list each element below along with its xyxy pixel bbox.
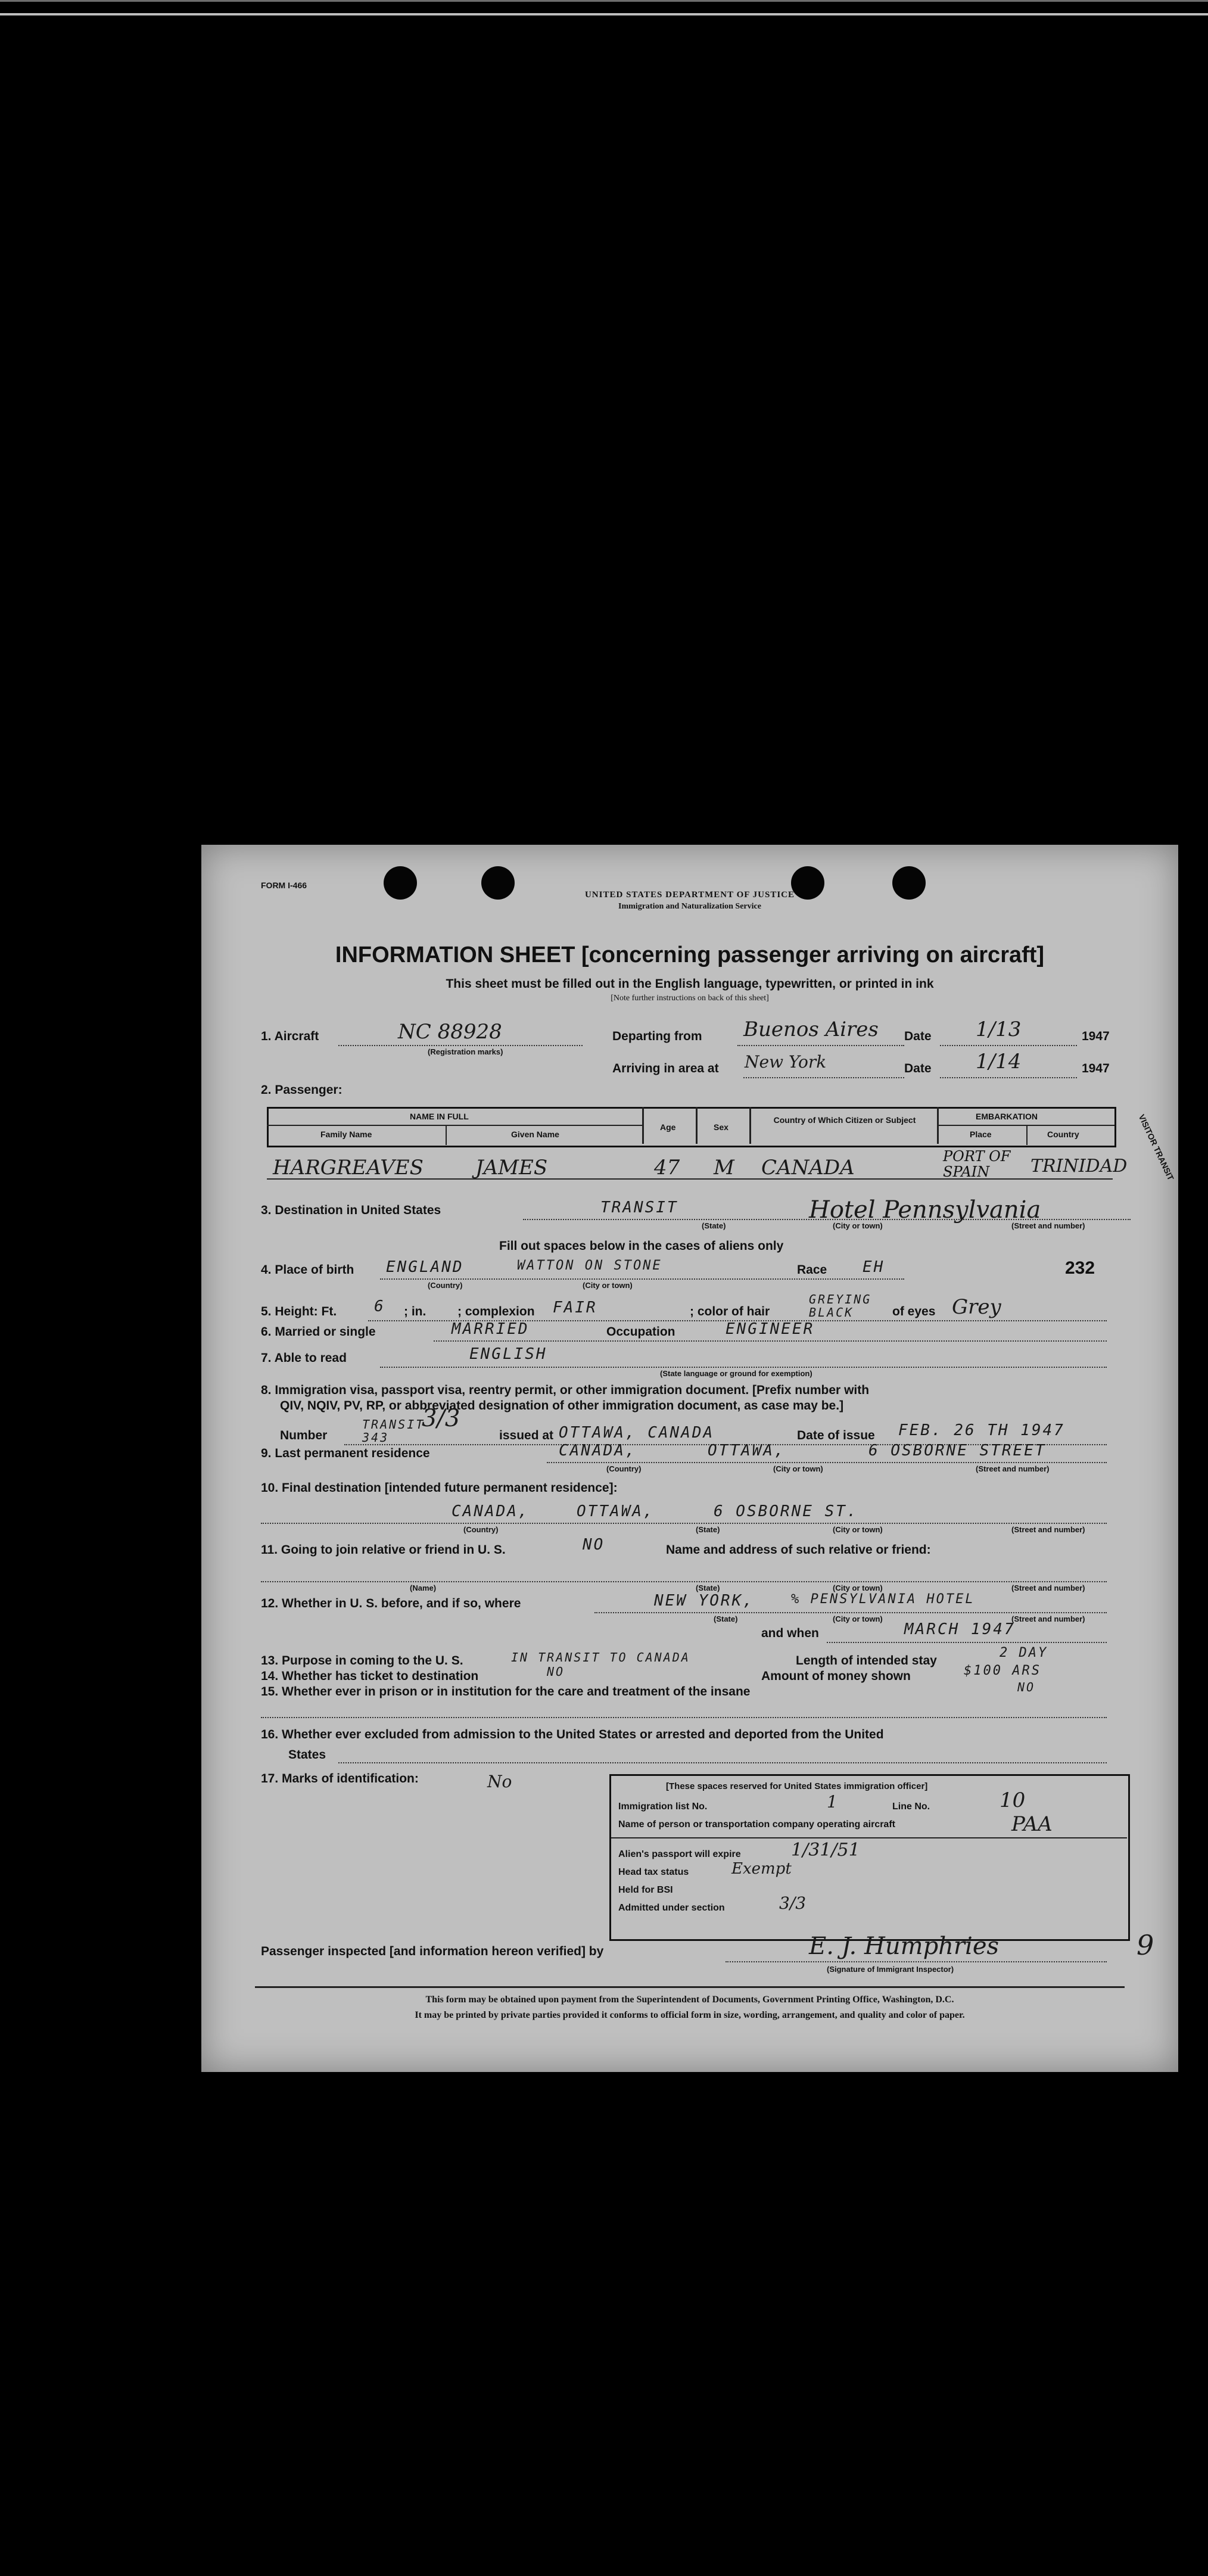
- join-value: NO: [583, 1536, 605, 1554]
- line-no-value: 10: [1000, 1788, 1026, 1812]
- destination-hotel: Hotel Pennsylvania: [809, 1196, 1041, 1224]
- stay-value: 2 DAY: [1000, 1645, 1048, 1660]
- date-label: Date: [904, 1029, 932, 1043]
- bsi-label: Held for BSI: [618, 1885, 673, 1895]
- number-extra: 3/3: [422, 1405, 460, 1432]
- before-hotel: % PENSYLVANIA HOTEL: [791, 1592, 975, 1607]
- married: MARRIED: [452, 1320, 530, 1338]
- height-in-label: ; in.: [404, 1305, 426, 1318]
- name-in-full-header: NAME IN FULL: [410, 1112, 469, 1121]
- height-label: 5. Height: Ft.: [261, 1305, 337, 1318]
- departing-label: Departing from: [612, 1029, 702, 1043]
- occupation-label: Occupation: [606, 1325, 675, 1339]
- birth-country: ENGLAND: [386, 1258, 464, 1276]
- perm-street: 6 OSBORNE STREET: [868, 1442, 1047, 1460]
- departing-from: Buenos Aires: [743, 1018, 879, 1041]
- complexion: FAIR: [553, 1299, 597, 1317]
- issue-date-label: Date of issue: [797, 1429, 875, 1442]
- join-label: 11. Going to join relative or friend in U. S.: [261, 1543, 506, 1557]
- headtax-label: Head tax status: [618, 1867, 689, 1877]
- ticket-label: 14. Whether has ticket to destination: [261, 1669, 479, 1683]
- hair: GREYING BLACK: [809, 1292, 872, 1320]
- issued-at: OTTAWA, CANADA: [559, 1424, 715, 1442]
- state-caption: (State): [696, 1525, 720, 1534]
- issued-label: issued at: [499, 1429, 554, 1442]
- footer-line-2: It may be printed by private parties provided it conforms to official form in size, wording, arrangement, and quality and color of paper.: [415, 2010, 965, 2020]
- street-caption: (Street and number): [1011, 1614, 1085, 1623]
- page-mark: 9: [1137, 1929, 1154, 1961]
- embarkation-header: EMBARKATION: [976, 1112, 1038, 1121]
- purpose-label: 13. Purpose in coming to the U. S.: [261, 1654, 463, 1667]
- before-label: 12. Whether in U. S. before, and if so, where: [261, 1597, 521, 1610]
- country-caption: (Country): [463, 1525, 499, 1534]
- embark-place: PORT OF SPAIN: [943, 1148, 1011, 1180]
- name-caption: (Name): [410, 1583, 437, 1592]
- given-name-header: Given Name: [511, 1130, 559, 1139]
- read-label: 7. Able to read: [261, 1351, 347, 1365]
- sex-header: Sex: [714, 1122, 728, 1132]
- city-caption: (City or town): [833, 1525, 883, 1534]
- race-value: EH: [863, 1258, 885, 1276]
- street-caption: (Street and number): [976, 1464, 1050, 1473]
- visa-label-1: 8. Immigration visa, passport visa, reentry permit, or other immigration document. [Prefix number with: [261, 1383, 870, 1397]
- before-when: MARCH 1947: [904, 1620, 1016, 1638]
- destination-value: TRANSIT: [600, 1199, 678, 1217]
- country-caption: (Country): [606, 1464, 642, 1473]
- race-label: Race: [797, 1263, 827, 1277]
- eyes-label: of eyes: [892, 1305, 936, 1318]
- citizen-header: Country of Which Citizen or Subject: [773, 1115, 916, 1125]
- state-caption: (State): [696, 1583, 720, 1592]
- scan-top-border: [0, 0, 1208, 2]
- arriving-date: 1/14: [976, 1050, 1022, 1074]
- arriving-at: New York: [745, 1052, 827, 1072]
- final-street: 6 OSBORNE ST.: [714, 1502, 858, 1520]
- instruction-text: This sheet must be filled out in the English language, typewritten, or printed in ink: [446, 977, 934, 991]
- page-title: INFORMATION SHEET [concerning passenger arriving on aircraft]: [335, 942, 1045, 967]
- admitted-label: Admitted under section: [618, 1903, 725, 1913]
- line-no-label: Line No.: [892, 1802, 930, 1812]
- passenger-label: 2. Passenger:: [261, 1083, 343, 1097]
- birth-city: WATTON ON STONE: [517, 1258, 662, 1273]
- street-caption: (Street and number): [1011, 1221, 1085, 1230]
- list-no-label: Immigration list No.: [618, 1802, 708, 1812]
- inspector-signature: E. J. Humphries: [809, 1933, 1000, 1960]
- prison-label: 15. Whether ever in prison or in institution for the care and treatment of the insane: [261, 1685, 751, 1698]
- final-destination-label: 10. Final destination [intended future permanent residence]:: [261, 1481, 618, 1495]
- arriving-label: Arriving in area at: [612, 1062, 719, 1075]
- department-name: UNITED STATES DEPARTMENT OF JUSTICE: [584, 890, 795, 900]
- purpose-value: IN TRANSIT TO CANADA: [511, 1650, 690, 1665]
- read-language: ENGLISH: [469, 1345, 547, 1363]
- arriving-year: 1947: [1082, 1062, 1110, 1075]
- destination-label: 3. Destination in United States: [261, 1203, 441, 1217]
- embark-country: TRINIDAD: [1030, 1156, 1128, 1177]
- issue-date: FEB. 26 TH 1947: [898, 1421, 1065, 1439]
- state-caption: (State): [702, 1221, 726, 1230]
- height-ft: 6: [374, 1298, 385, 1315]
- passport-value: 1/31/51: [791, 1840, 860, 1861]
- inspection-label: Passenger inspected [and information hereon verified] by: [261, 1945, 604, 1958]
- marks-label: 17. Marks of identification:: [261, 1772, 419, 1785]
- company-label: Name of person or transportation company operating aircraft: [618, 1819, 895, 1830]
- information-sheet: [201, 845, 1178, 2072]
- aliens-only-note: Fill out spaces below in the cases of aliens only: [499, 1239, 784, 1253]
- aircraft-label: 1. Aircraft: [261, 1029, 319, 1043]
- city-caption: (City or town): [833, 1614, 883, 1623]
- scan-edge-line: [0, 13, 1208, 15]
- official-heading: [These spaces reserved for United States immigration officer]: [666, 1781, 928, 1791]
- sex: M: [714, 1156, 734, 1180]
- citizen-of: CANADA: [761, 1156, 855, 1180]
- complexion-label: ; complexion: [457, 1305, 535, 1318]
- before-where: NEW YORK,: [654, 1592, 754, 1610]
- money-value: $100 ARS: [964, 1663, 1041, 1678]
- form-number: FORM I-466: [261, 881, 307, 890]
- final-country: CANADA,: [452, 1502, 530, 1520]
- stay-label: Length of intended stay: [796, 1654, 937, 1667]
- state-caption: (State): [714, 1614, 738, 1623]
- number-value: TRANSIT 343: [362, 1417, 425, 1445]
- registration-caption: (Registration marks): [428, 1047, 503, 1056]
- aircraft-registration: NC 88928: [398, 1020, 502, 1044]
- code-number: 232: [1065, 1258, 1095, 1278]
- age: 47: [654, 1156, 680, 1180]
- company-value: PAA: [1011, 1812, 1053, 1836]
- city-caption: (City or town): [833, 1583, 883, 1592]
- visa-label-2: QIV, NQIV, PV, RP, or abbreviated designation of other immigration document, as case may be.]: [280, 1399, 844, 1413]
- city-caption: (City or town): [773, 1464, 823, 1473]
- final-city: OTTAWA,: [577, 1502, 655, 1520]
- signature-caption: (Signature of Immigrant Inspector): [827, 1965, 954, 1974]
- hair-label: ; color of hair: [690, 1305, 770, 1318]
- marks-value: No: [487, 1772, 512, 1791]
- footer-line-1: This form may be obtained upon payment from the Superintendent of Documents, Government Printing Office, Washington, D.C.: [425, 1995, 954, 2005]
- departing-date: 1/13: [976, 1018, 1022, 1041]
- join-name-label: Name and address of such relative or friend:: [666, 1543, 931, 1557]
- perm-residence-label: 9. Last permanent residence: [261, 1446, 430, 1460]
- country-caption: (Country): [428, 1281, 463, 1290]
- headtax-value: Exempt: [731, 1860, 792, 1878]
- city-caption: (City or town): [583, 1281, 633, 1290]
- admitted-value: 3/3: [779, 1893, 807, 1913]
- when-label: and when: [761, 1626, 819, 1640]
- family-name: HARGREAVES: [273, 1156, 424, 1180]
- place-header: Place: [970, 1130, 992, 1139]
- money-label: Amount of money shown: [761, 1669, 911, 1683]
- ticket-value: NO: [547, 1665, 565, 1679]
- departing-year: 1947: [1082, 1029, 1110, 1043]
- perm-city: OTTAWA,: [708, 1442, 786, 1460]
- visitor-transit-stamp: VISITOR TRANSIT: [1137, 1113, 1176, 1182]
- city-caption: (City or town): [833, 1221, 883, 1230]
- date-label: Date: [904, 1062, 932, 1075]
- read-caption: (State language or ground for exemption): [660, 1369, 812, 1378]
- passport-label: Alien's passport will expire: [618, 1849, 741, 1859]
- excluded-label-1: 16. Whether ever excluded from admission to the United States or arrested and deported from the United: [261, 1728, 884, 1741]
- prison-value: NO: [1017, 1680, 1036, 1694]
- street-caption: (Street and number): [1011, 1583, 1085, 1592]
- given-name: JAMES: [475, 1156, 548, 1180]
- perm-country: CANADA,: [559, 1442, 637, 1460]
- service-name: Immigration and Naturalization Service: [618, 902, 761, 911]
- street-caption: (Street and number): [1011, 1525, 1085, 1534]
- country-header: Country: [1047, 1130, 1079, 1139]
- age-header: Age: [660, 1122, 676, 1132]
- instruction-note: [Note further instructions on back of this sheet]: [611, 994, 769, 1003]
- occupation: ENGINEER: [726, 1320, 815, 1338]
- birth-label: 4. Place of birth: [261, 1263, 354, 1277]
- number-label: Number: [280, 1429, 328, 1442]
- list-no-value: 1: [827, 1792, 837, 1812]
- excluded-label-2: States: [288, 1748, 326, 1762]
- married-label: 6. Married or single: [261, 1325, 376, 1339]
- family-name-header: Family Name: [320, 1130, 372, 1139]
- eyes: Grey: [952, 1295, 1001, 1319]
